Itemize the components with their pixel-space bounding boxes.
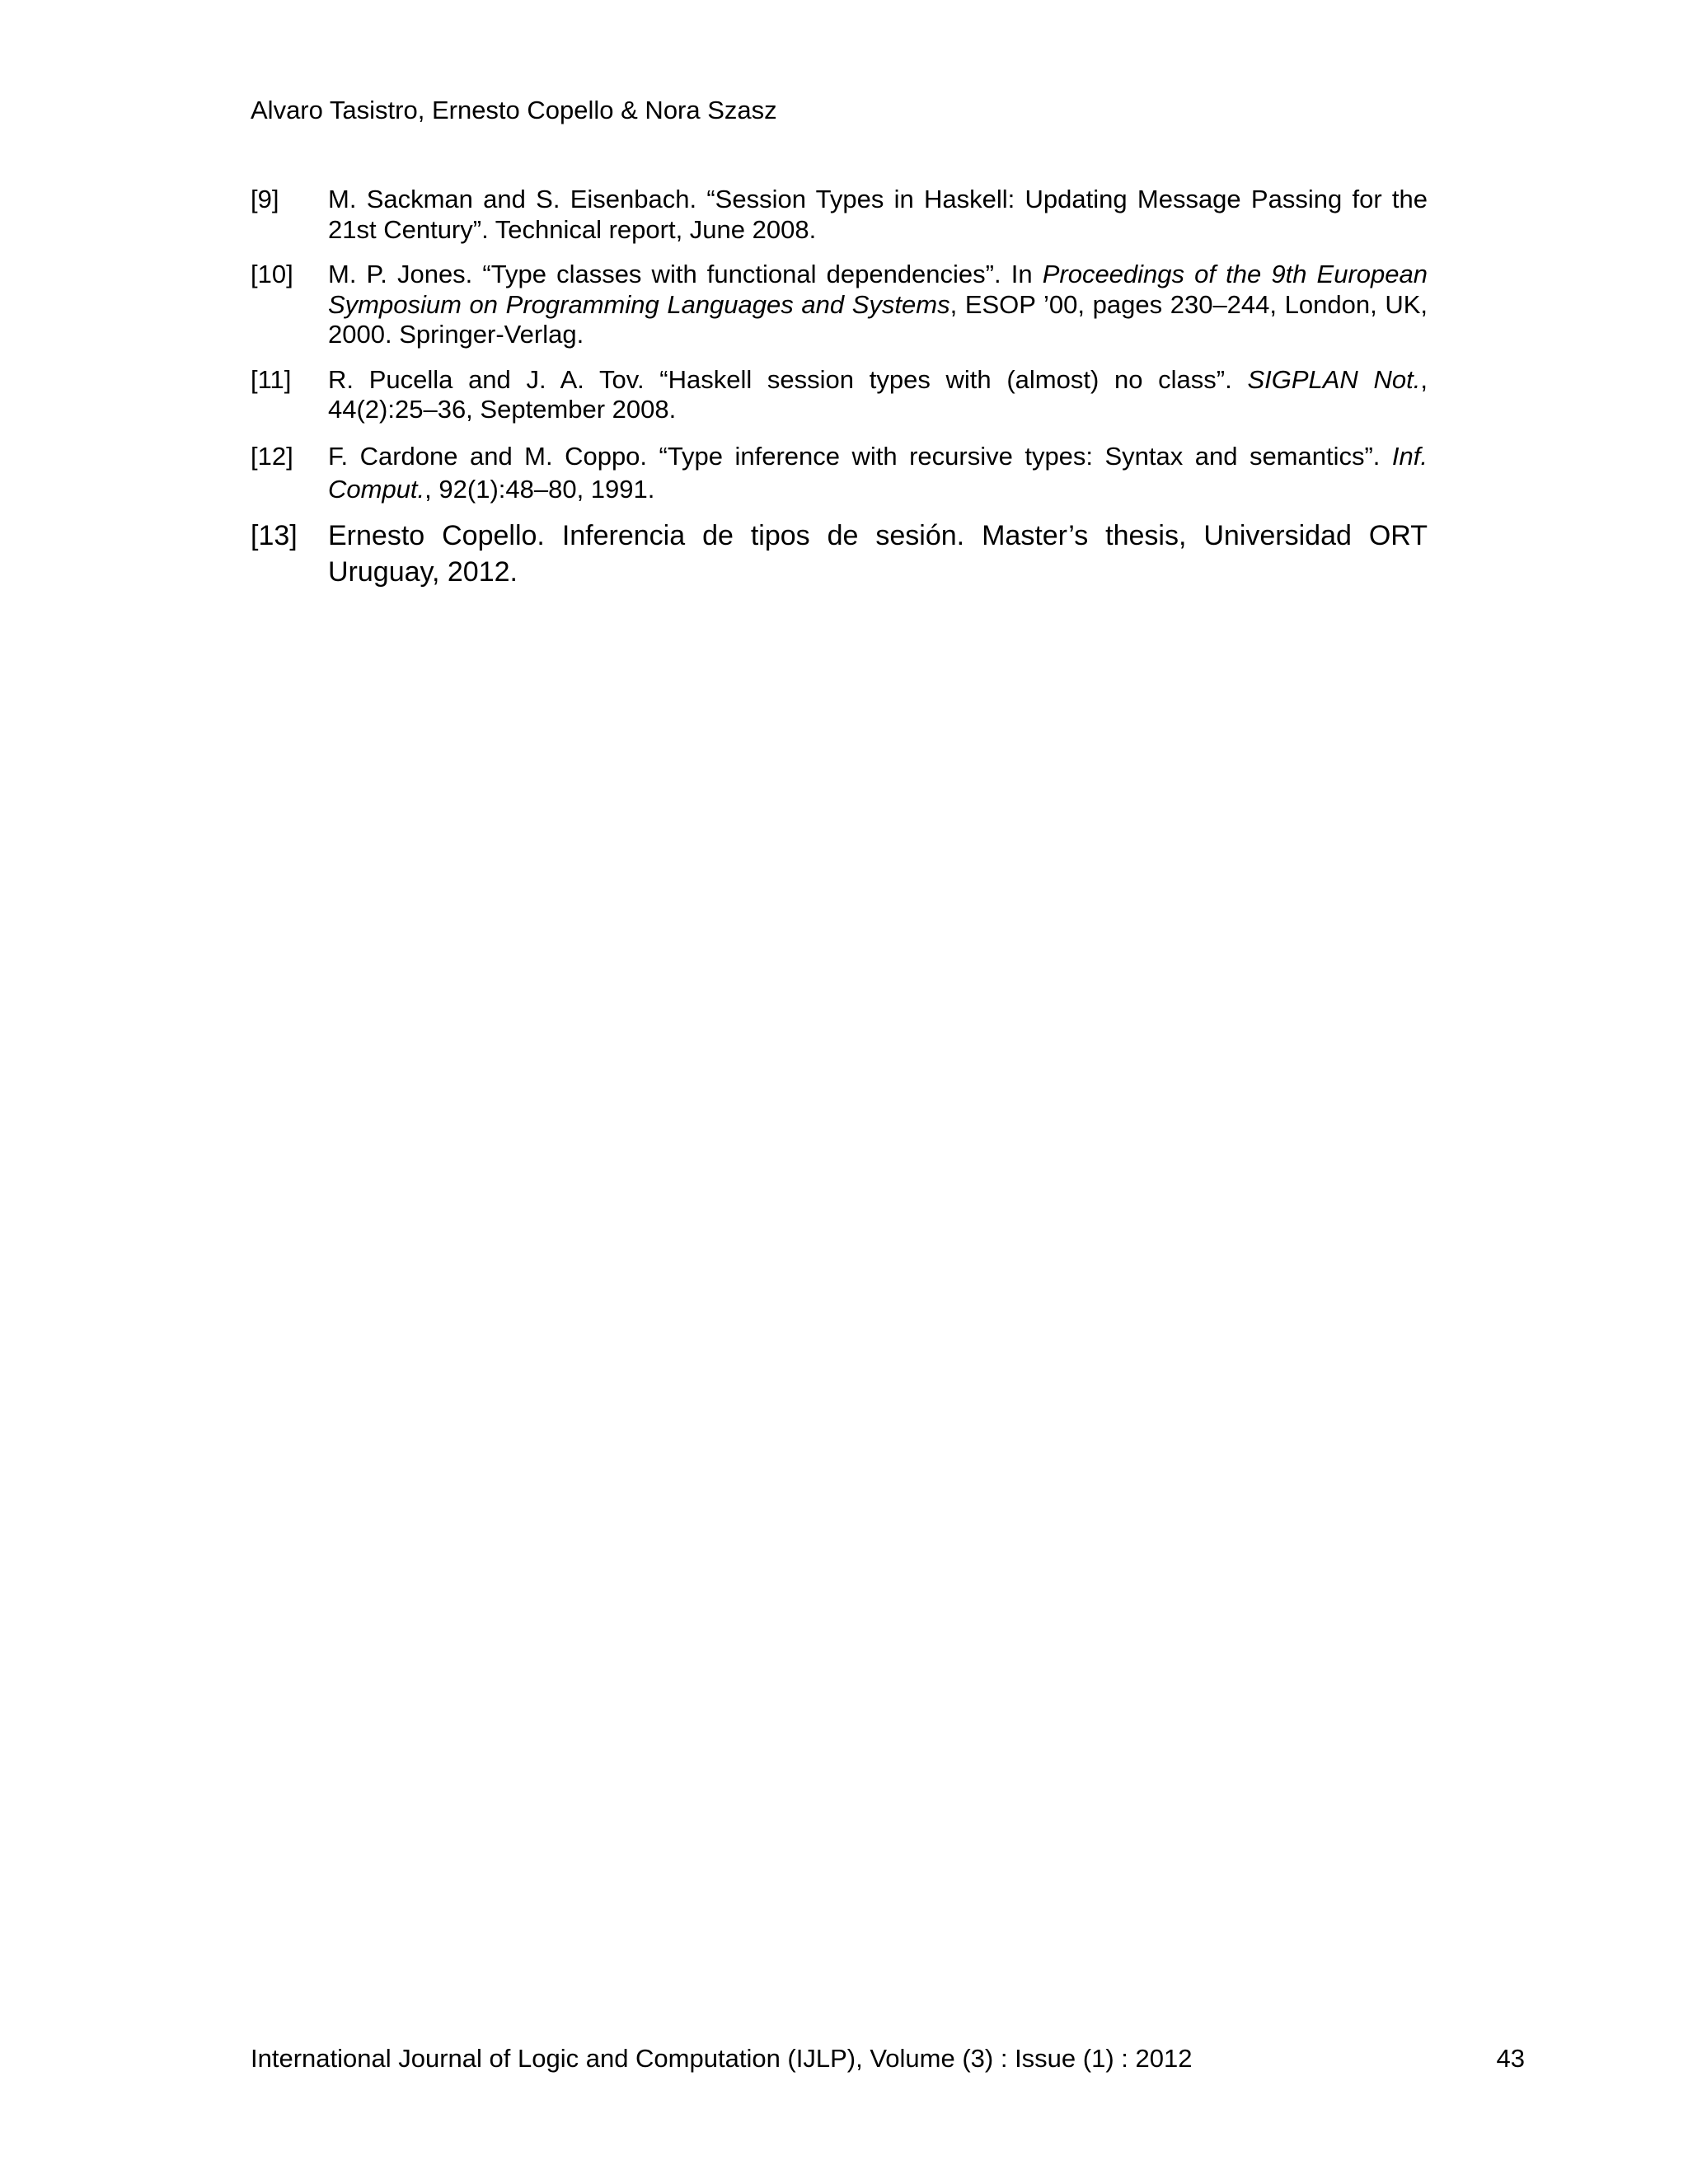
page-number: 43 — [1496, 2044, 1525, 2073]
reference-item-11 — [251, 365, 1428, 425]
reference-number: [10] — [251, 260, 293, 288]
reference-text — [328, 518, 1428, 590]
reference-number: [9] — [251, 185, 279, 213]
page-footer — [251, 2042, 1525, 2075]
running-head: Alvaro Tasistro, Ernesto Copello & Nora Szasz — [251, 96, 777, 124]
reference-text-plain: R. Pucella and J. A. Tov. “Haskell session types with (almost) no class”. — [328, 364, 1248, 394]
reference-number: [11] — [251, 364, 292, 394]
reference-text-tail: , 44(2):25–36, September 2008. — [328, 364, 1428, 424]
reference-text-tail: , ESOP ’00, pages 230–244, London, UK, 2000. Springer-Verlag. — [328, 289, 1428, 349]
reference-venue: Inf. Comput. — [328, 441, 1428, 504]
reference-item-12 — [251, 440, 1428, 506]
reference-venue: Proceedings of the 9th European Symposium on Programming Languages and Systems — [328, 260, 1428, 319]
reference-text-plain: M. Sackman and S. Eisenbach. “Session Types in Haskell: Updating Message Passing for the 21st Century”. Technical report, June 2008. — [328, 185, 1428, 244]
reference-text — [328, 440, 1428, 506]
journal-citation: International Journal of Logic and Computation (IJLP), Volume (3) : Issue (1) : 2012 — [251, 2044, 1193, 2073]
reference-item-9 — [251, 185, 1428, 245]
reference-item-13 — [251, 518, 1428, 590]
reference-text — [328, 260, 1428, 350]
reference-text-plain: M. P. Jones. “Type classes with functional dependencies”. In — [328, 260, 1043, 288]
reference-number: [12] — [251, 441, 293, 471]
reference-venue: SIGPLAN Not. — [1247, 364, 1421, 394]
reference-text-plain: Ernesto Copello. Inferencia de tipos de sesión. Master’s thesis, Universidad ORT Uruguay, 2012. — [328, 519, 1428, 588]
reference-text — [328, 365, 1428, 425]
reference-text — [328, 185, 1428, 245]
reference-number: [13] — [251, 519, 298, 551]
reference-text-tail: , 92(1):48–80, 1991. — [424, 474, 655, 504]
reference-list — [251, 185, 1428, 605]
reference-item-10 — [251, 260, 1428, 350]
reference-text-plain: F. Cardone and M. Coppo. “Type inference with recursive types: Syntax and semantics”. — [328, 441, 1392, 471]
